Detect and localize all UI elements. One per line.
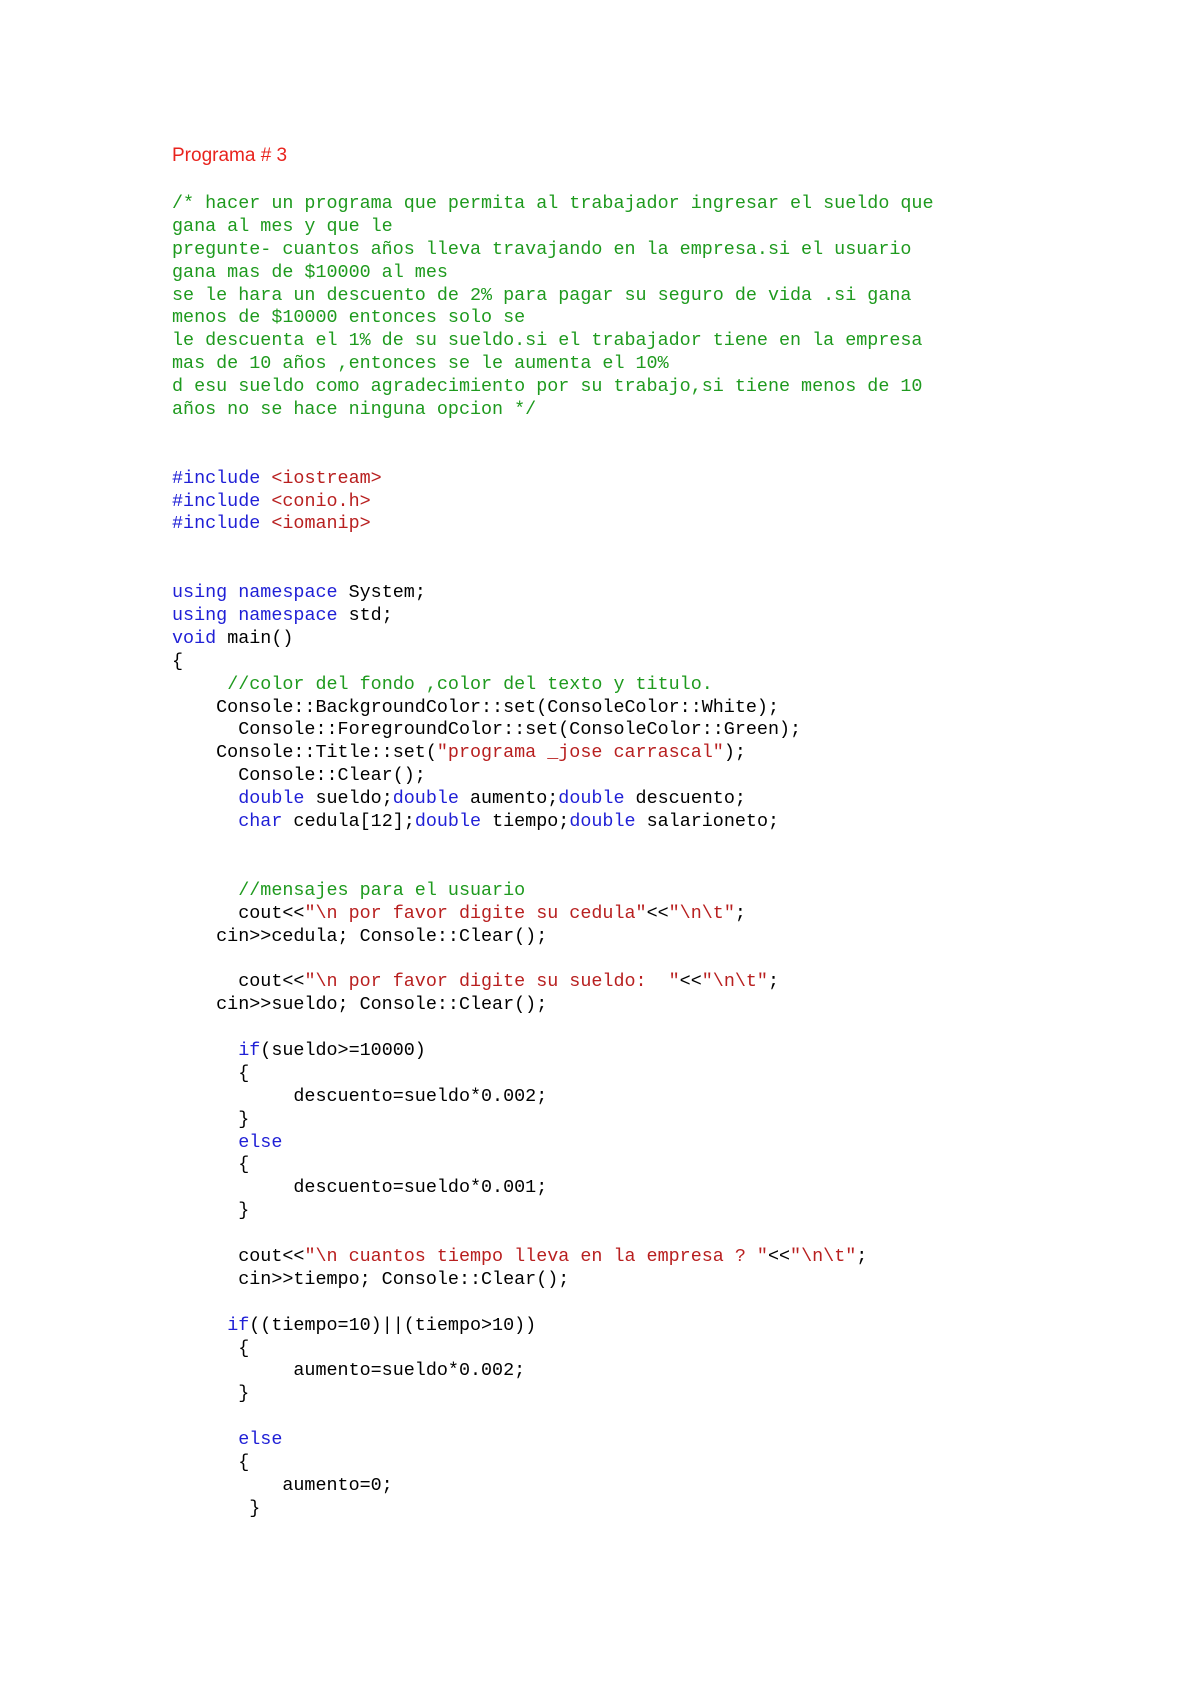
- code-line: [172, 674, 934, 697]
- code-token-plain: [172, 1429, 238, 1450]
- code-token-plain: System;: [337, 582, 426, 604]
- code-line: [172, 1498, 934, 1521]
- code-line: [172, 468, 934, 491]
- code-token-plain: sueldo;: [304, 788, 393, 810]
- code-line: [172, 628, 934, 651]
- code-token-plain: cin>>tiempo; Console::Clear();: [172, 1268, 570, 1290]
- code-token-plain: cin>>sueldo; Console::Clear();: [172, 994, 548, 1016]
- code-line: [172, 239, 934, 262]
- code-line: [172, 1475, 934, 1498]
- code-token-string: "\n\t": [668, 902, 735, 924]
- code-token-plain: aumento=sueldo*0.002;: [172, 1360, 526, 1382]
- code-line: [172, 1338, 934, 1361]
- code-token-plain: Console::BackgroundColor::set(ConsoleColor::White);: [172, 696, 779, 718]
- code-line: [172, 1360, 934, 1383]
- code-token-plain: std;: [337, 605, 393, 627]
- code-line: [172, 1200, 934, 1223]
- code-line: [172, 285, 934, 308]
- code-line: [172, 765, 934, 788]
- code-line: [172, 582, 934, 605]
- code-token-keyword: if: [238, 1039, 261, 1061]
- code-line: [172, 422, 934, 445]
- code-line: [172, 880, 934, 903]
- code-token-keyword: namespace: [238, 605, 338, 627]
- code-token-comment: //mensajes para el usuario: [238, 879, 526, 901]
- code-line: [172, 262, 934, 285]
- code-token-plain: <<: [679, 971, 702, 993]
- code-line: [172, 1383, 934, 1406]
- code-token-string: "\n\t": [790, 1245, 857, 1267]
- code-line: [172, 1292, 934, 1315]
- code-token-plain: [227, 605, 238, 626]
- code-line: [172, 834, 934, 857]
- code-token-keyword: else: [238, 1131, 283, 1153]
- code-token-string: "\n por favor digite su cedula": [304, 902, 647, 924]
- code-token-keyword: double: [569, 811, 636, 833]
- code-token-plain: }: [172, 1383, 250, 1405]
- code-line: [172, 559, 934, 582]
- code-token-comment: le descuenta el 1% de su sueldo.si el trabajador tiene en la empresa: [172, 330, 923, 352]
- code-token-string: "\n cuantos tiempo lleva en la empresa ? ": [304, 1245, 768, 1267]
- code-line: [172, 1315, 934, 1338]
- code-token-plain: main(): [216, 627, 294, 649]
- code-token-plain: descuento=sueldo*0.002;: [172, 1085, 548, 1107]
- code-token-plain: {: [172, 1154, 250, 1176]
- code-token-keyword: using: [172, 605, 228, 627]
- code-line: [172, 1154, 934, 1177]
- code-token-plain: [227, 582, 238, 603]
- code-token-keyword: #include: [172, 467, 261, 489]
- code-token-comment: años no se hace ninguna opcion */: [172, 399, 537, 421]
- code-line: [172, 1429, 934, 1452]
- code-line: [172, 971, 934, 994]
- code-line: [172, 216, 934, 239]
- code-token-plain: [260, 468, 271, 489]
- code-token-plain: Console::Title::set(: [172, 742, 437, 764]
- code-token-comment: gana al mes y que le: [172, 215, 393, 237]
- code-token-plain: [172, 1315, 227, 1336]
- code-token-plain: descuento;: [624, 788, 746, 810]
- code-token-string: "programa _jose carrascal": [436, 742, 724, 764]
- code-token-plain: [172, 880, 238, 901]
- code-token-comment: pregunte- cuantos años lleva travajando en la empresa.si el usuario: [172, 238, 912, 260]
- code-token-plain: Console::Clear();: [172, 765, 426, 787]
- code-token-plain: [260, 491, 271, 512]
- code-token-keyword: double: [558, 788, 625, 810]
- code-token-comment: d esu sueldo como agradecimiento por su trabajo,si tiene menos de 10: [172, 376, 923, 398]
- code-token-plain: tiempo;: [481, 811, 570, 833]
- code-token-string: "\n\t": [701, 971, 768, 993]
- code-line: [172, 903, 934, 926]
- code-token-plain: cin>>cedula; Console::Clear();: [172, 925, 548, 947]
- code-token-plain: }: [172, 1497, 261, 1519]
- code-line: [172, 742, 934, 765]
- code-token-plain: }: [172, 1200, 250, 1222]
- code-line: [172, 811, 934, 834]
- code-token-plain: salarioneto;: [635, 811, 780, 833]
- code-line: [172, 1040, 934, 1063]
- code-token-keyword: if: [227, 1314, 250, 1336]
- code-line: [172, 697, 934, 720]
- code-token-comment: //color del fondo ,color del texto y titulo.: [227, 673, 713, 695]
- code-line: [172, 1132, 934, 1155]
- code-line: [172, 651, 934, 674]
- code-token-plain: {: [172, 1062, 250, 1084]
- code-line: [172, 1406, 934, 1429]
- code-token-keyword: else: [238, 1429, 283, 1451]
- code-line: [172, 536, 934, 559]
- code-token-plain: aumento;: [458, 788, 559, 810]
- code-token-plain: [172, 788, 238, 809]
- code-token-keyword: #include: [172, 490, 261, 512]
- document-heading: Programa # 3: [172, 145, 288, 166]
- code-line: [172, 491, 934, 514]
- code-token-plain: cout<<: [172, 1245, 305, 1267]
- code-token-plain: );: [723, 742, 746, 764]
- code-line: [172, 399, 934, 422]
- code-token-plain: {: [172, 1337, 250, 1359]
- code-line: [172, 719, 934, 742]
- code-token-comment: mas de 10 años ,entonces se le aumenta el 10%: [172, 353, 669, 375]
- code-token-keyword: using: [172, 582, 228, 604]
- code-token-keyword: #include: [172, 513, 261, 535]
- code-listing: [172, 193, 934, 1521]
- code-token-keyword: char: [238, 811, 283, 833]
- code-token-plain: [172, 674, 227, 695]
- code-token-plain: <<: [767, 1245, 791, 1267]
- code-token-keyword: namespace: [238, 582, 338, 604]
- code-line: [172, 788, 934, 811]
- code-line: [172, 353, 934, 376]
- code-token-plain: ;: [856, 1245, 868, 1267]
- code-token-plain: cout<<: [172, 971, 305, 993]
- code-line: [172, 307, 934, 330]
- code-token-string: <iomanip>: [271, 513, 371, 535]
- code-line: [172, 857, 934, 880]
- code-token-comment: se le hara un descuento de 2% para pagar su seguro de vida .si gana: [172, 284, 912, 306]
- code-token-plain: descuento=sueldo*0.001;: [172, 1177, 548, 1199]
- code-token-keyword: void: [172, 627, 217, 649]
- code-line: [172, 513, 934, 536]
- code-line: [172, 1086, 934, 1109]
- code-line: [172, 1269, 934, 1292]
- code-token-comment: menos de $10000 entonces solo se: [172, 307, 526, 329]
- code-token-plain: }: [172, 1108, 250, 1130]
- code-token-plain: cedula[12];: [282, 811, 415, 833]
- code-line: [172, 1177, 934, 1200]
- code-token-string: "\n por favor digite su sueldo: ": [304, 971, 680, 993]
- code-line: [172, 193, 934, 216]
- code-token-keyword: double: [392, 788, 459, 810]
- code-line: [172, 1063, 934, 1086]
- code-token-plain: Console::ForegroundColor::set(ConsoleColor::Green);: [172, 719, 802, 741]
- code-line: [172, 330, 934, 353]
- code-line: [172, 926, 934, 949]
- code-line: [172, 948, 934, 971]
- code-token-plain: <<: [646, 902, 669, 924]
- code-token-plain: aumento=0;: [172, 1474, 393, 1496]
- code-token-plain: cout<<: [172, 902, 305, 924]
- code-token-plain: ;: [734, 902, 746, 924]
- code-line: [172, 376, 934, 399]
- code-line: [172, 1017, 934, 1040]
- code-line: [172, 605, 934, 628]
- code-token-plain: [260, 513, 271, 534]
- code-token-plain: [172, 1040, 238, 1061]
- code-token-string: <iostream>: [271, 467, 382, 489]
- code-line: [172, 1246, 934, 1269]
- code-token-comment: /* hacer un programa que permita al trabajador ingresar el sueldo que: [172, 193, 934, 214]
- code-token-comment: gana mas de $10000 al mes: [172, 261, 448, 283]
- code-line: [172, 445, 934, 468]
- code-token-plain: (sueldo>=10000): [260, 1039, 426, 1061]
- code-token-plain: {: [172, 650, 184, 672]
- code-line: [172, 994, 934, 1017]
- code-token-string: <conio.h>: [271, 490, 371, 512]
- code-token-plain: [172, 1132, 238, 1153]
- code-token-plain: {: [172, 1451, 250, 1473]
- code-line: [172, 1109, 934, 1132]
- code-line: [172, 1452, 934, 1475]
- code-token-keyword: double: [414, 811, 482, 833]
- code-token-plain: [172, 811, 238, 832]
- code-token-keyword: double: [238, 788, 305, 810]
- code-token-plain: ;: [767, 971, 780, 993]
- code-token-plain: ((tiempo=10)||(tiempo>10)): [249, 1314, 537, 1336]
- code-line: [172, 1223, 934, 1246]
